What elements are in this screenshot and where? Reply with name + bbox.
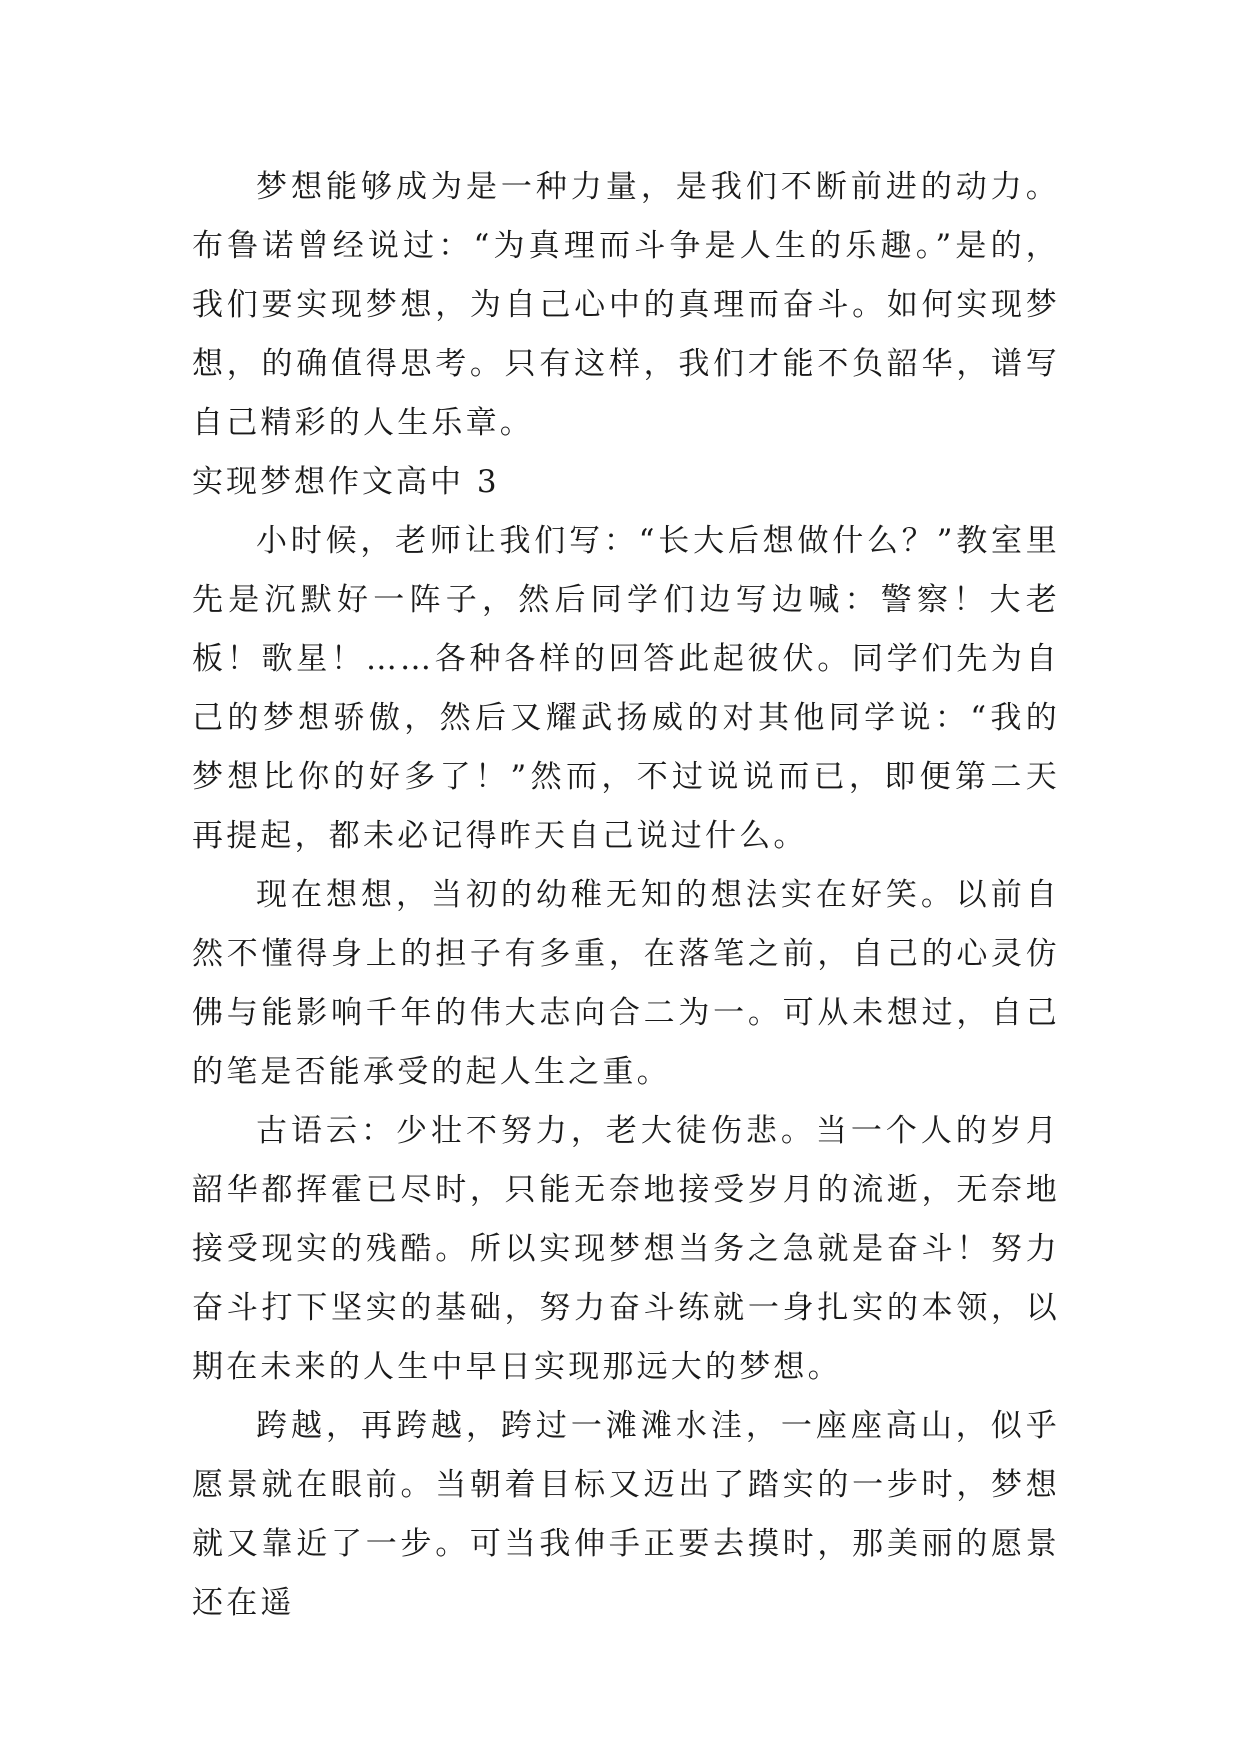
section-title: 实现梦想作文高中 3 [192,464,500,500]
paragraph-reflection: 现在想想，当初的幼稚无知的想法实在好笑。以前自然不懂得身上的担子有多重，在落笔之前，自己的心灵仿佛与能影响千年的伟大志向合二为一。可从未想过，自己的笔是否能承受的起人生之重。 [192,877,1060,1090]
paragraph-intro: 梦想能够成为是一种力量，是我们不断前进的动力。布鲁诺曾经说过：“为真理而斗争是人生的乐趣。”是的，我们要实现梦想，为自己心中的真理而奋斗。如何实现梦想，的确值得思考。只有这样，我们才能不负韶华，谱写自己精彩的人生乐章。 [192,169,1060,441]
paragraph-childhood: 小时候，老师让我们写：“长大后想做什么？”教室里先是沉默好一阵子，然后同学们边写边喊：警察！大老板！歌星！……各种各样的回答此起彼伏。同学们先为自己的梦想骄傲，然后又耀武扬威的对其他同学说：“我的梦想比你的好多了！”然而，不过说说而已，即便第二天再提起，都未必记得昨天自己说过什么。 [192,523,1060,854]
document-page [192,158,1060,1633]
paragraph-proverb: 古语云：少壮不努力，老大徒伤悲。当一个人的岁月韶华都挥霍已尽时，只能无奈地接受岁月的流逝，无奈地接受现实的残酷。所以实现梦想当务之急就是奋斗！努力奋斗打下坚实的基础，努力奋斗练就一身扎实的本领，以期在未来的人生中早日实现那远大的梦想。 [192,1113,1060,1385]
paragraph-striving: 跨越，再跨越，跨过一滩滩水洼，一座座高山，似乎愿景就在眼前。当朝着目标又迈出了踏实的一步时，梦想就又靠近了一步。可当我伸手正要去摸时，那美丽的愿景还在遥 [192,1408,1060,1621]
